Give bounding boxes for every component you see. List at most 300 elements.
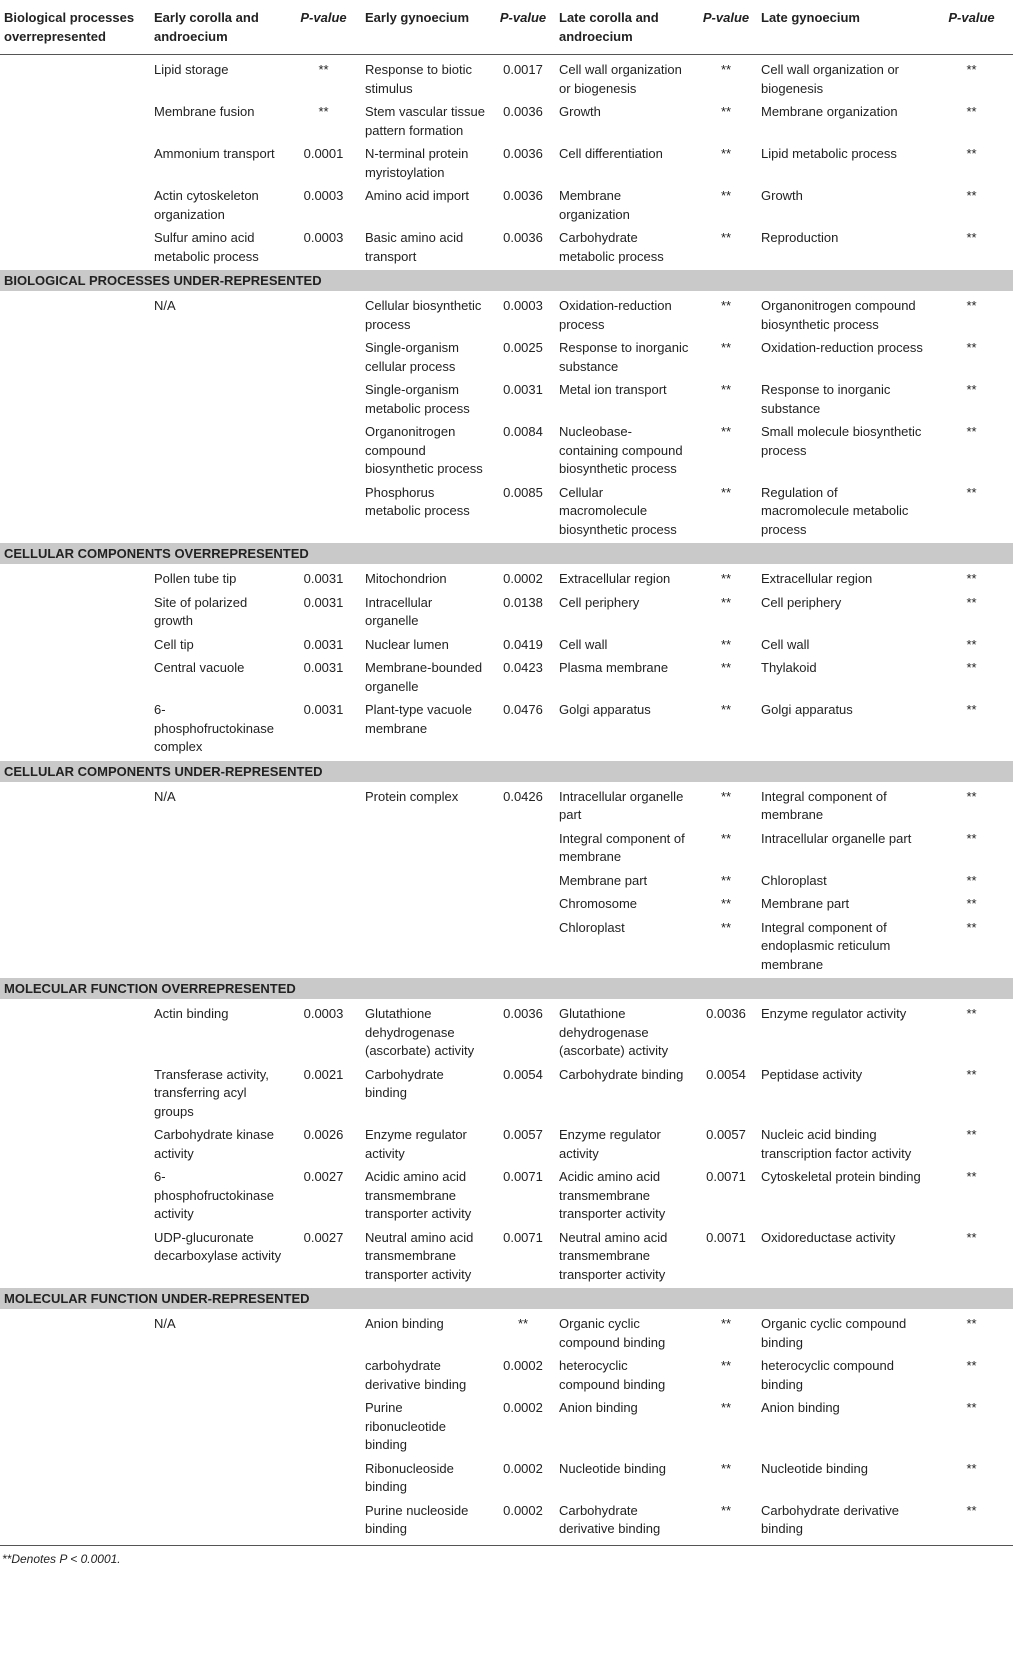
section-header-row: [0, 543, 1013, 564]
term-cell: Thylakoid: [761, 660, 817, 675]
term-cell: Golgi apparatus: [559, 702, 651, 717]
term-cell: Acidic amino acid transmembrane transporter activity: [559, 1169, 666, 1221]
term-cell: Nuclear lumen: [365, 636, 449, 652]
term-cell: N-terminal protein myristoylation: [365, 146, 469, 180]
table-row: [0, 55, 1013, 102]
pvalue-cell: [493, 870, 555, 894]
pvalue-cell: 0.0027: [303, 1229, 344, 1245]
pvalue-cell: **: [966, 146, 977, 161]
pvalue-cell: 0.0017: [503, 62, 543, 77]
pvalue-cell: [288, 337, 361, 379]
pvalue-cell: **: [966, 382, 977, 397]
term-cell: Neutral amino acid transmembrane transporter activity: [365, 1229, 474, 1282]
pvalue-cell: **: [720, 104, 732, 119]
pvalue-cell: 0.0036: [503, 104, 543, 119]
table-row: [0, 828, 1013, 870]
term-cell: carbohydrate derivative binding: [365, 1358, 467, 1392]
term-cell: Cell periphery: [761, 594, 842, 610]
pvalue-cell: **: [966, 1229, 977, 1245]
pvalue-cell: **: [720, 636, 732, 652]
table-row: [0, 782, 1013, 828]
pvalue-cell: [288, 1458, 361, 1500]
term-cell: Carbohydrate binding: [365, 1066, 444, 1100]
term-cell: Enzyme regulator activity: [559, 1127, 661, 1161]
term-cell: Purine ribonucleotide binding: [365, 1400, 446, 1452]
term-cell: Cell wall: [559, 636, 608, 652]
pvalue-cell: [288, 1397, 361, 1458]
table-row: [0, 1500, 1013, 1543]
pvalue-cell: [288, 870, 361, 894]
term-cell: [361, 893, 493, 917]
pvalue-cell: **: [966, 636, 977, 652]
term-cell: Protein complex: [365, 788, 459, 804]
term-cell: [361, 917, 493, 979]
term-cell: Central vacuole: [154, 660, 245, 675]
table-row: [0, 1397, 1013, 1458]
pvalue-cell: **: [966, 919, 977, 935]
section-title: MOLECULAR FUNCTION UNDER-REPRESENTED: [0, 1288, 1013, 1309]
pvalue-cell: **: [720, 830, 732, 846]
pvalue-cell: 0.0031: [303, 636, 344, 652]
term-cell: Response to inorganic substance: [559, 340, 689, 374]
table-row: [0, 1309, 1013, 1355]
pvalue-cell: 0.0036: [503, 188, 543, 203]
term-cell: Plasma membrane: [559, 660, 669, 675]
pvalue-cell: 0.0003: [303, 230, 344, 245]
pvalue-cell: **: [720, 484, 732, 500]
term-cell: Golgi apparatus: [761, 702, 853, 717]
term-cell: Lipid storage: [154, 62, 229, 77]
term-cell: [150, 917, 288, 979]
pvalue-cell: [288, 291, 361, 337]
pvalue-cell: **: [720, 298, 732, 313]
term-cell: [0, 870, 150, 894]
term-cell: Chloroplast: [761, 872, 827, 888]
term-cell: Cell periphery: [559, 594, 640, 610]
section-header-row: [0, 761, 1013, 782]
pvalue-cell: 0.0054: [503, 1066, 543, 1082]
pvalue-cell: 0.0027: [303, 1169, 344, 1184]
pvalue-cell: [288, 1309, 361, 1355]
pvalue-cell: [288, 379, 361, 421]
pvalue-cell: 0.0036: [503, 146, 543, 161]
pvalue-cell: 0.0001: [303, 146, 344, 161]
table-row: [0, 337, 1013, 379]
section-title: BIOLOGICAL PROCESSES UNDER-REPRESENTED: [0, 270, 1013, 291]
pvalue-cell: **: [966, 1358, 977, 1373]
pvalue-cell: **: [720, 1358, 732, 1373]
term-cell: N/A: [154, 298, 176, 313]
header-pvalue: P-value: [932, 0, 1013, 55]
pvalue-cell: **: [720, 146, 732, 161]
term-cell: Cell tip: [154, 636, 194, 652]
term-cell: Basic amino acid transport: [365, 230, 464, 264]
term-cell: heterocyclic compound binding: [559, 1358, 666, 1392]
table-row: [0, 999, 1013, 1064]
pvalue-cell: 0.0002: [503, 1460, 543, 1476]
pvalue-cell: [493, 893, 555, 917]
table-row: [0, 185, 1013, 227]
pvalue-cell: **: [966, 104, 977, 119]
term-cell: Regulation of macromolecule metabolic process: [761, 484, 909, 537]
pvalue-cell: **: [966, 1316, 977, 1331]
term-cell: Extracellular region: [761, 571, 873, 586]
term-cell: Oxidation-reduction process: [559, 298, 672, 332]
term-cell: Integral component of membrane: [559, 830, 685, 864]
term-cell: [0, 1309, 150, 1355]
pvalue-cell: 0.0025: [503, 340, 543, 355]
pvalue-cell: 0.0031: [503, 382, 543, 397]
term-cell: [150, 421, 288, 482]
term-cell: [0, 1458, 150, 1500]
term-cell: Anion binding: [761, 1400, 840, 1415]
pvalue-cell: **: [720, 340, 732, 355]
pvalue-cell: 0.0071: [706, 1229, 746, 1245]
pvalue-cell: 0.0426: [503, 788, 543, 804]
term-cell: [0, 1500, 150, 1543]
term-cell: Intracellular organelle: [365, 594, 433, 628]
pvalue-cell: [288, 893, 361, 917]
term-cell: Chromosome: [559, 896, 638, 911]
term-cell: N/A: [154, 788, 176, 804]
term-cell: [0, 564, 150, 592]
pvalue-cell: **: [720, 188, 732, 203]
pvalue-cell: [288, 1500, 361, 1543]
term-cell: [150, 337, 288, 379]
pvalue-cell: **: [720, 896, 732, 911]
section-header-row: [0, 270, 1013, 291]
term-cell: [0, 1166, 150, 1227]
pvalue-cell: [288, 782, 361, 828]
pvalue-cell: **: [720, 1400, 732, 1415]
term-cell: Acidic amino acid transmembrane transporter activity: [365, 1169, 472, 1221]
term-cell: [150, 1500, 288, 1543]
term-cell: Actin binding: [154, 1006, 229, 1021]
table-row: [0, 227, 1013, 270]
table-row: [0, 1227, 1013, 1289]
term-cell: UDP-glucuronate decarboxylase activity: [154, 1229, 282, 1263]
pvalue-cell: 0.0057: [503, 1127, 543, 1142]
pvalue-cell: [288, 482, 361, 544]
term-cell: Ribonucleoside binding: [365, 1460, 454, 1494]
term-cell: Purine nucleoside binding: [365, 1502, 469, 1536]
term-cell: Membrane-bounded organelle: [365, 660, 483, 694]
term-cell: Cytoskeletal protein binding: [761, 1169, 921, 1184]
term-cell: Organic cyclic compound binding: [761, 1316, 907, 1350]
term-cell: Integral component of endoplasmic reticulum membrane: [761, 919, 891, 972]
table-row: [0, 657, 1013, 699]
pvalue-cell: **: [966, 188, 977, 203]
pvalue-cell: 0.0071: [503, 1169, 543, 1184]
term-cell: [0, 1355, 150, 1397]
term-cell: Carbohydrate derivative binding: [761, 1502, 900, 1536]
term-cell: Response to inorganic substance: [761, 382, 891, 416]
term-cell: Amino acid import: [365, 188, 470, 203]
pvalue-cell: 0.0002: [503, 1400, 543, 1415]
table-row: [0, 564, 1013, 592]
pvalue-cell: **: [720, 62, 732, 77]
table-row: [0, 1064, 1013, 1125]
table-row: [0, 917, 1013, 979]
table-row: [0, 101, 1013, 143]
pvalue-cell: 0.0419: [503, 636, 543, 652]
table-row: [0, 592, 1013, 634]
pvalue-cell: **: [966, 788, 977, 804]
table-row: [0, 1355, 1013, 1397]
table-row: [0, 143, 1013, 185]
term-cell: Mitochondrion: [365, 571, 447, 586]
term-cell: [150, 893, 288, 917]
term-cell: [0, 699, 150, 761]
pvalue-cell: **: [966, 1127, 977, 1142]
term-cell: [0, 893, 150, 917]
section-title: MOLECULAR FUNCTION OVERREPRESENTED: [0, 978, 1013, 999]
term-cell: Integral component of membrane: [761, 788, 887, 822]
header-early-corolla: Early corolla and androecium: [150, 0, 288, 55]
term-cell: [0, 421, 150, 482]
pvalue-cell: 0.0057: [706, 1127, 746, 1142]
term-cell: N/A: [154, 1316, 176, 1331]
pvalue-cell: **: [720, 872, 732, 888]
pvalue-cell: **: [517, 1316, 529, 1331]
term-cell: [0, 337, 150, 379]
pvalue-cell: **: [720, 1316, 732, 1331]
pvalue-cell: **: [966, 1006, 977, 1021]
term-cell: [0, 291, 150, 337]
pvalue-cell: **: [966, 571, 977, 586]
section-header-row: [0, 978, 1013, 999]
pvalue-cell: 0.0031: [303, 571, 344, 586]
table-body: [0, 55, 1013, 1543]
pvalue-cell: [288, 828, 361, 870]
term-cell: Oxidation-reduction process: [761, 340, 923, 355]
pvalue-cell: **: [966, 1502, 977, 1518]
table-row: [0, 1166, 1013, 1227]
term-cell: Ammonium transport: [154, 146, 275, 161]
pvalue-cell: **: [966, 660, 977, 675]
table-row: [0, 870, 1013, 894]
table-row: [0, 1458, 1013, 1500]
pvalue-cell: **: [720, 1502, 732, 1518]
term-cell: [0, 1227, 150, 1289]
term-cell: [0, 917, 150, 979]
table-row: [0, 291, 1013, 337]
pvalue-cell: 0.0036: [503, 1006, 543, 1021]
pvalue-cell: **: [720, 702, 732, 717]
pvalue-cell: [288, 421, 361, 482]
term-cell: Metal ion transport: [559, 382, 667, 397]
term-cell: Small molecule biosynthetic process: [761, 424, 922, 458]
term-cell: Growth: [761, 188, 803, 203]
table-row: [0, 482, 1013, 544]
term-cell: 6-phosphofructokinase complex: [154, 702, 274, 754]
pvalue-cell: **: [318, 104, 329, 119]
pvalue-cell: 0.0002: [503, 571, 543, 586]
pvalue-cell: **: [966, 62, 977, 77]
term-cell: Carbohydrate binding: [559, 1066, 684, 1082]
pvalue-cell: 0.0031: [303, 702, 344, 717]
term-cell: Enzyme regulator activity: [761, 1006, 907, 1021]
term-cell: Enzyme regulator activity: [365, 1127, 467, 1161]
term-cell: Pollen tube tip: [154, 571, 237, 586]
header-category: Biological processes overrepresented: [0, 0, 150, 55]
pvalue-cell: 0.0054: [706, 1066, 746, 1082]
term-cell: [0, 143, 150, 185]
term-cell: Peptidase activity: [761, 1066, 863, 1082]
pvalue-cell: 0.0036: [503, 230, 543, 245]
term-cell: Neutral amino acid transmembrane transporter activity: [559, 1229, 668, 1282]
term-cell: Cell differentiation: [559, 146, 663, 161]
header-pvalue: P-value: [288, 0, 361, 55]
term-cell: [0, 634, 150, 658]
pvalue-cell: **: [966, 702, 977, 717]
term-cell: Cell wall organization or biogenesis: [761, 62, 900, 96]
pvalue-cell: 0.0085: [503, 484, 543, 500]
term-cell: Sulfur amino acid metabolic process: [154, 230, 259, 264]
pvalue-cell: **: [966, 1169, 977, 1184]
term-cell: Growth: [559, 104, 601, 119]
term-cell: Nucleobase-containing compound biosynthetic process: [559, 424, 683, 476]
term-cell: Carbohydrate derivative binding: [559, 1502, 661, 1536]
term-cell: [0, 227, 150, 270]
pvalue-cell: 0.0031: [303, 594, 344, 610]
term-cell: [0, 999, 150, 1064]
pvalue-cell: **: [720, 1460, 732, 1476]
term-cell: [150, 1458, 288, 1500]
pvalue-cell: 0.0423: [503, 660, 543, 675]
header-late-gynoecium: Late gynoecium: [757, 0, 932, 55]
pvalue-cell: 0.0476: [503, 702, 543, 717]
term-cell: [0, 828, 150, 870]
term-cell: Site of polarized growth: [154, 594, 248, 628]
pvalue-cell: 0.0071: [503, 1229, 543, 1245]
pvalue-cell: **: [966, 298, 977, 313]
section-header-row: [0, 1288, 1013, 1309]
term-cell: Membrane organization: [761, 104, 898, 119]
term-cell: Cellular biosynthetic process: [365, 298, 482, 332]
pvalue-cell: 0.0002: [503, 1358, 543, 1373]
table-row: [0, 699, 1013, 761]
term-cell: Stem vascular tissue pattern formation: [365, 104, 485, 138]
term-cell: Organonitrogen compound biosynthetic process: [761, 298, 916, 332]
term-cell: Carbohydrate metabolic process: [559, 230, 664, 264]
table-row: [0, 421, 1013, 482]
term-cell: Membrane part: [761, 896, 850, 911]
pvalue-cell: **: [720, 571, 732, 586]
pvalue-cell: **: [966, 830, 977, 846]
term-cell: Nucleotide binding: [761, 1460, 868, 1476]
pvalue-cell: **: [720, 594, 732, 610]
term-cell: Anion binding: [365, 1316, 444, 1331]
pvalue-cell: **: [966, 484, 977, 500]
pvalue-cell: 0.0003: [503, 298, 543, 313]
term-cell: [0, 482, 150, 544]
term-cell: Glutathione dehydrogenase (ascorbate) activity: [559, 1006, 669, 1058]
term-cell: Extracellular region: [559, 571, 671, 586]
term-cell: Glutathione dehydrogenase (ascorbate) activity: [365, 1006, 475, 1058]
term-cell: Membrane organization: [559, 188, 630, 222]
pvalue-cell: 0.0138: [503, 594, 543, 610]
footnote: **Denotes P < 0.0001.: [0, 1545, 1013, 1566]
term-cell: [361, 870, 493, 894]
term-cell: Single-organism cellular process: [365, 340, 459, 374]
pvalue-cell: **: [966, 872, 977, 888]
table-row: [0, 893, 1013, 917]
pvalue-cell: **: [966, 1066, 977, 1082]
pvalue-cell: **: [966, 1460, 977, 1476]
term-cell: [0, 379, 150, 421]
pvalue-cell: **: [720, 424, 732, 439]
pvalue-cell: [288, 1355, 361, 1397]
term-cell: Intracellular organelle part: [761, 830, 912, 846]
term-cell: [0, 1397, 150, 1458]
section-title: CELLULAR COMPONENTS UNDER-REPRESENTED: [0, 761, 1013, 782]
term-cell: [150, 1355, 288, 1397]
pvalue-cell: 0.0003: [303, 1006, 344, 1021]
table-row: [0, 1124, 1013, 1166]
term-cell: Membrane part: [559, 872, 648, 888]
term-cell: [150, 1397, 288, 1458]
term-cell: 6-phosphofructokinase activity: [154, 1169, 274, 1221]
header-pvalue: P-value: [697, 0, 757, 55]
term-cell: Plant-type vacuole membrane: [365, 702, 472, 736]
term-cell: Anion binding: [559, 1400, 638, 1415]
header-late-corolla: Late corolla and androecium: [555, 0, 697, 55]
term-cell: [0, 101, 150, 143]
term-cell: Lipid metabolic process: [761, 146, 897, 161]
pvalue-cell: [288, 917, 361, 979]
table-row: [0, 379, 1013, 421]
pvalue-cell: **: [966, 424, 977, 439]
term-cell: Response to biotic stimulus: [365, 62, 472, 96]
pvalue-cell: 0.0002: [503, 1502, 543, 1518]
pvalue-cell: [493, 828, 555, 870]
pvalue-cell: **: [720, 230, 732, 245]
pvalue-cell: 0.0021: [303, 1066, 344, 1082]
term-cell: [150, 482, 288, 544]
term-cell: heterocyclic compound binding: [761, 1358, 894, 1392]
term-cell: Organonitrogen compound biosynthetic process: [365, 424, 483, 476]
pvalue-cell: **: [318, 62, 329, 77]
term-cell: Membrane fusion: [154, 104, 255, 119]
pvalue-cell: **: [966, 896, 977, 911]
pvalue-cell: **: [720, 660, 732, 675]
term-cell: Phosphorus metabolic process: [365, 484, 470, 518]
term-cell: Actin cytoskeleton organization: [154, 188, 259, 222]
term-cell: [0, 782, 150, 828]
pvalue-cell: 0.0084: [503, 424, 543, 439]
pvalue-cell: [493, 917, 555, 979]
term-cell: Oxidoreductase activity: [761, 1229, 896, 1245]
header-pvalue: P-value: [493, 0, 555, 55]
term-cell: Nucleotide binding: [559, 1460, 666, 1476]
pvalue-cell: **: [966, 1400, 977, 1415]
header-row: [0, 0, 1013, 55]
term-cell: Cell wall organization or biogenesis: [559, 62, 682, 96]
term-cell: [0, 657, 150, 699]
term-cell: Reproduction: [761, 230, 839, 245]
term-cell: Nucleic acid binding transcription factor activity: [761, 1127, 912, 1161]
pvalue-cell: **: [966, 594, 977, 610]
term-cell: [0, 185, 150, 227]
term-cell: Chloroplast: [559, 919, 625, 935]
pvalue-cell: **: [720, 788, 732, 804]
pvalue-cell: 0.0003: [303, 188, 344, 203]
term-cell: [0, 592, 150, 634]
term-cell: [150, 870, 288, 894]
term-cell: [361, 828, 493, 870]
term-cell: Cell wall: [761, 636, 810, 652]
